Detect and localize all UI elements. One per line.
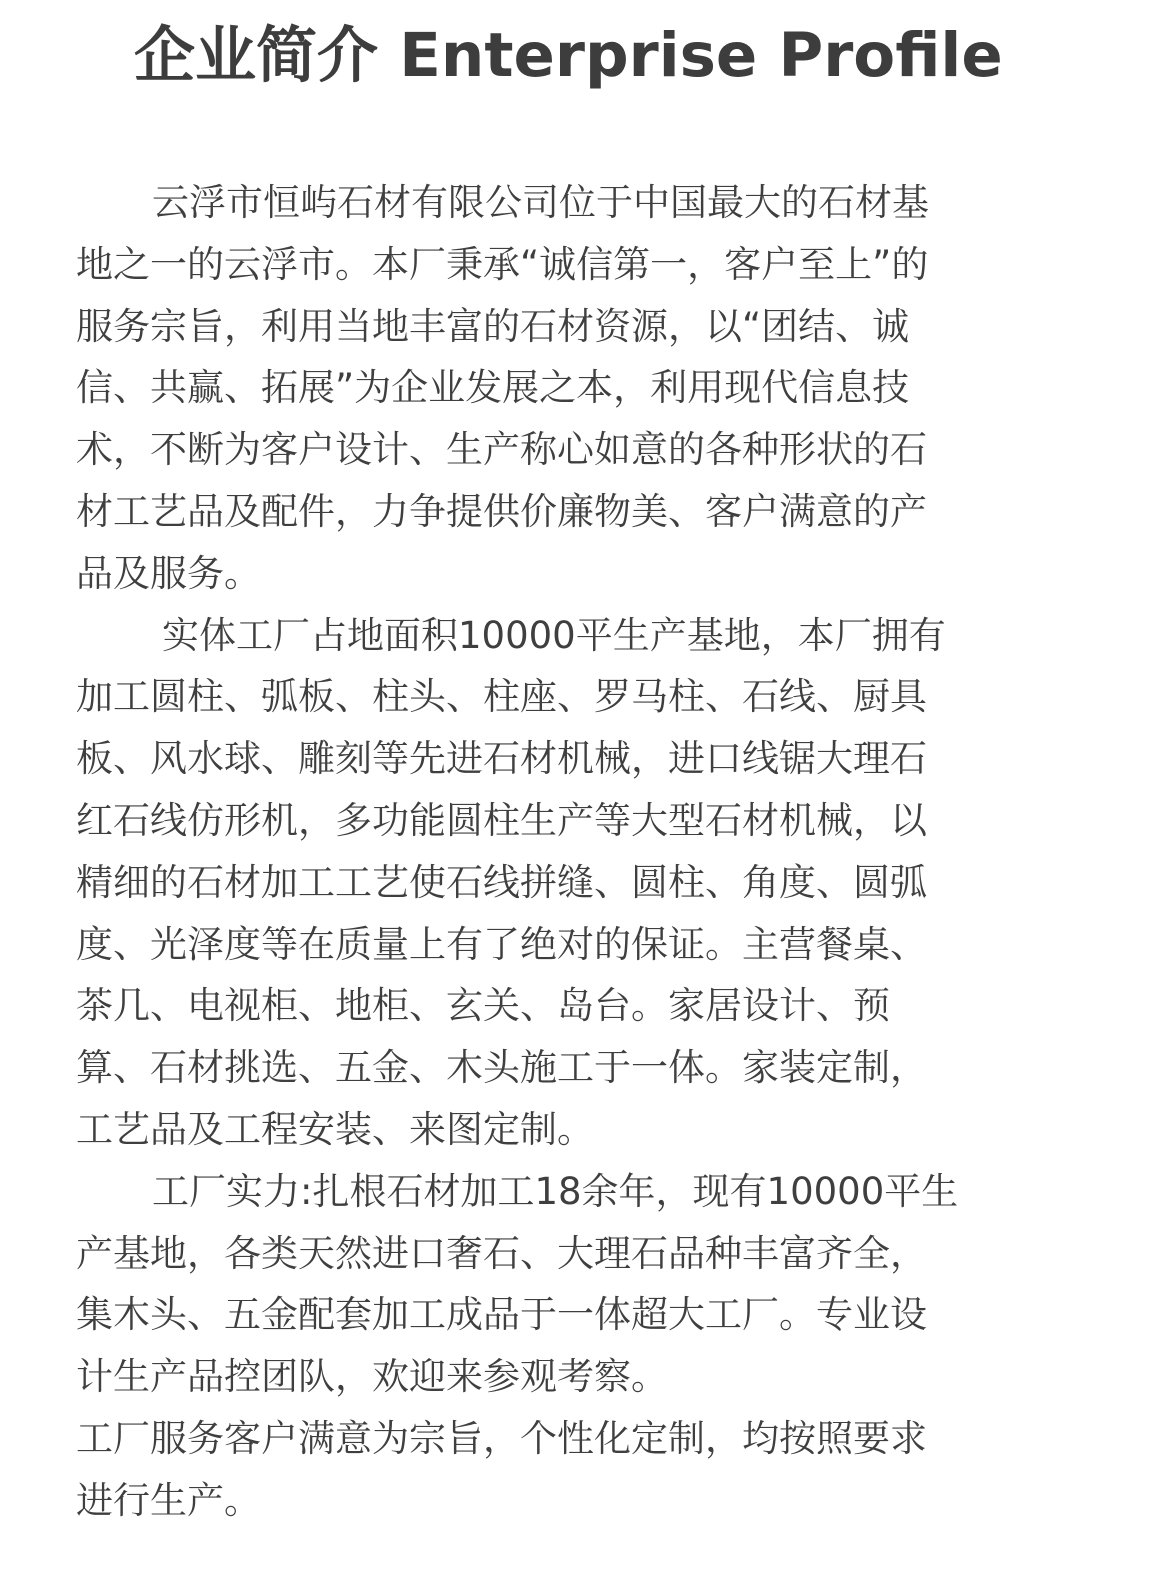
text-line: 加工圆柱、弧板、柱头、柱座、罗马柱、石线、厨具	[76, 675, 927, 719]
paragraph-factory	[76, 605, 1076, 1161]
text-line: 板、风水球、雕刻等先进石材机械，进口线锯大理石	[76, 737, 927, 781]
text-line: 实体工厂占地面积10000平生产基地，本厂拥有	[162, 613, 946, 657]
text-line: 服务宗旨，利用当地丰富的石材资源，以“团结、诚	[76, 304, 910, 348]
text-line: 度、光泽度等在质量上有了绝对的保证。主营餐桌、	[76, 922, 927, 966]
page-title: 企业简介 Enterprise Profile	[134, 20, 1003, 91]
text-line: 红石线仿形机，多功能圆柱生产等大型石材机械，以	[76, 798, 927, 842]
text-line: 云浮市恒屿石材有限公司位于中国最大的石材基	[152, 181, 929, 224]
text-line: 算、石材挑选、五金、木头施工于一体。家装定制，	[76, 1046, 927, 1090]
text-line: 品及服务。	[76, 551, 261, 595]
text-line: 进行生产。	[76, 1478, 261, 1522]
text-line: 信、共赢、拓展”为企业发展之本，利用现代信息技	[76, 366, 910, 410]
text-line: 茶几、电视柜、地柜、玄关、岛台。家居设计、预	[76, 984, 890, 1028]
paragraph-service	[76, 1408, 1076, 1532]
text-line: 计生产品控团队，欢迎来参观考察。	[76, 1355, 668, 1399]
text-line: 地之一的云浮市。本厂秉承“诚信第一，客户至上”的	[76, 242, 929, 286]
text-line: 术，不断为客户设计、生产称心如意的各种形状的石	[76, 428, 927, 472]
text-line: 精细的石材加工工艺使石线拼缝、圆柱、角度、圆弧	[76, 860, 927, 904]
text-line: 工厂服务客户满意为宗旨，个性化定制，均按照要求	[76, 1416, 927, 1460]
text-line: 材工艺品及配件，力争提供价廉物美、客户满意的产	[76, 489, 927, 533]
paragraph-strength	[76, 1161, 1076, 1408]
text-line: 产基地，各类天然进口奢石、大理石品种丰富齐全，	[76, 1231, 927, 1275]
text-line: 工艺品及工程安装、来图定制。	[76, 1107, 594, 1151]
text-line: 工厂实力:扎根石材加工18余年，现有10000平生	[152, 1169, 959, 1213]
text-line: 集木头、五金配套加工成品于一体超大工厂。专业设	[76, 1293, 927, 1337]
paragraph-intro	[76, 172, 1076, 605]
profile-body	[76, 172, 1076, 1532]
